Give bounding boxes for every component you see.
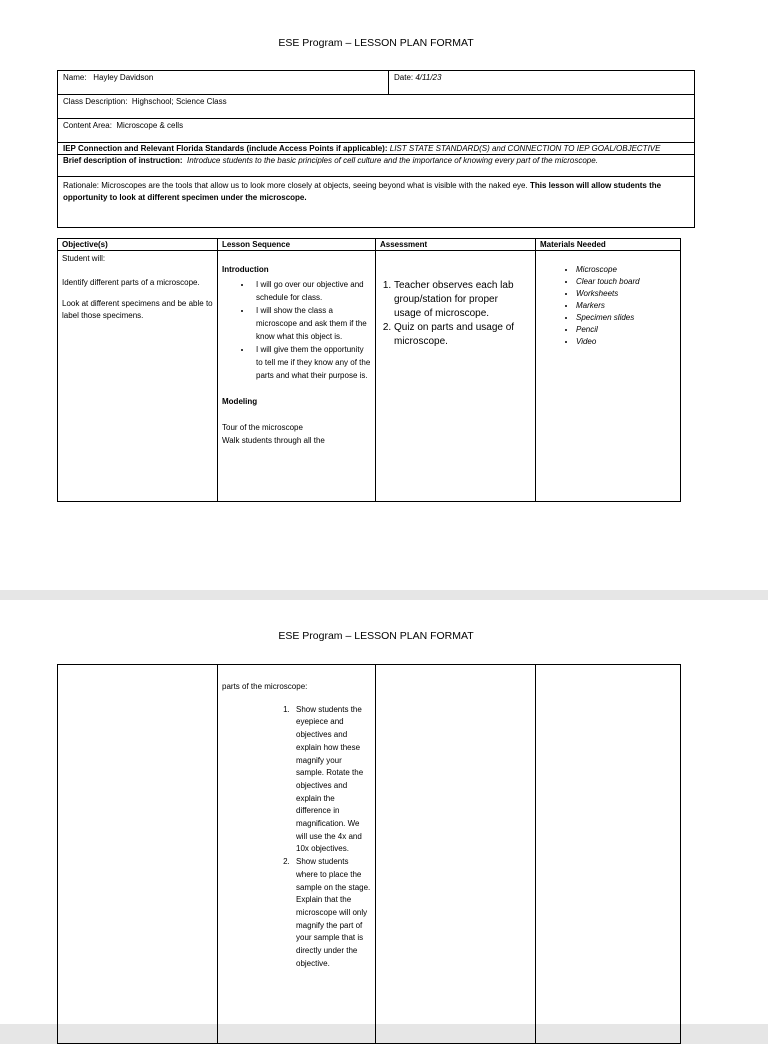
list-item: • Clear touch board xyxy=(576,276,676,288)
modeling-line: Tour of the microscope xyxy=(222,423,303,432)
list-item: 2. Quiz on parts and usage of microscope. xyxy=(394,321,525,349)
iep-row xyxy=(58,143,694,155)
list-item: • Specimen slides xyxy=(576,312,676,324)
rationale-value: Microscopes are the tools that allow us to look more closely at objects, seeing beyond what is visible with the naked eye. xyxy=(101,181,528,190)
list-item: • Markers xyxy=(576,300,676,312)
rationale-bold: This lesson will allow students the opportunity to look at different specimen under the microscope. xyxy=(63,181,662,202)
iep-value: LIST STATE STANDARD(S) and CONNECTION TO IEP GOAL/OBJECTIVE xyxy=(389,144,661,153)
header-materials: Materials Needed xyxy=(536,239,681,251)
lesson-plan-table xyxy=(57,238,681,502)
introduction-heading: Introduction xyxy=(222,265,269,274)
brief-label: Brief description of instruction: xyxy=(63,156,183,165)
list-item: 1. Show students the eyepiece and objectives and explain how these magnify your sample. Rotate the objectives and explain the difference in magnification. We will use the 4x and 10x objectives. xyxy=(292,704,371,856)
header-assessment: Assessment xyxy=(376,239,536,251)
objective-item: Look at different specimens and be able to label those specimens. xyxy=(62,299,213,320)
document-page-2 xyxy=(0,600,768,1024)
class-description-row xyxy=(58,95,694,119)
lesson-sequence-cell xyxy=(218,251,376,502)
name-value: Hayley Davidson xyxy=(93,73,154,82)
content-area-row xyxy=(58,119,694,143)
date-cell xyxy=(389,71,446,94)
class-label: Class Description: xyxy=(63,97,128,106)
modeling-line: Walk students through all the xyxy=(222,436,325,445)
assessment-list xyxy=(380,279,525,349)
introduction-list xyxy=(222,278,371,382)
list-item: • I will show the class a microscope and ask them if the know what this object is. xyxy=(252,304,371,343)
table-body-row xyxy=(58,251,681,502)
steps-list xyxy=(222,704,371,971)
list-item: 2. Show students where to place the sample on the stage. Explain that the microscope will only magnify the part of your sample that is directly under the objective. xyxy=(292,856,371,970)
lesson-info-table xyxy=(57,70,695,228)
list-item: • Worksheets xyxy=(576,288,676,300)
objective-intro: Student will: xyxy=(62,254,106,263)
rationale-row xyxy=(58,177,694,227)
modeling-heading: Modeling xyxy=(222,397,258,406)
class-value: Highschool; Science Class xyxy=(131,97,227,106)
objective-item: Identify different parts of a microscope. xyxy=(62,278,200,287)
table-body-row xyxy=(58,665,681,1044)
brief-description-row xyxy=(58,155,694,177)
table-header-row xyxy=(58,239,681,251)
iep-label: IEP Connection and Relevant Florida Standards (include Access Points if applicable): xyxy=(63,144,388,153)
lesson-sequence-cell xyxy=(218,665,376,1044)
materials-cell xyxy=(536,251,681,502)
name-date-row xyxy=(58,71,694,95)
lesson-plan-table-continued xyxy=(57,664,681,1044)
sequence-intro: parts of the microscope: xyxy=(222,682,308,691)
assessment-cell xyxy=(376,251,536,502)
list-item: • Pencil xyxy=(576,324,676,336)
materials-cell xyxy=(536,665,681,1044)
brief-value: Introduce students to the basic principles of cell culture and the importance of knowing every part of the microscope. xyxy=(187,156,598,165)
materials-list xyxy=(540,264,676,348)
list-item: • Video xyxy=(576,336,676,348)
list-item: • Microscope xyxy=(576,264,676,276)
header-objectives: Objective(s) xyxy=(58,239,218,251)
date-label: Date: xyxy=(394,73,414,82)
header-lesson-sequence: Lesson Sequence xyxy=(218,239,376,251)
list-item: 1. Teacher observes each lab group/station for proper usage of microscope. xyxy=(394,279,525,321)
content-label: Content Area: xyxy=(63,121,112,130)
list-item: • I will give them the opportunity to tell me if they know any of the parts and what their purpose is. xyxy=(252,343,371,382)
content-value: Microscope & cells xyxy=(116,121,184,130)
objectives-cell xyxy=(58,251,218,502)
rationale-label: Rationale: xyxy=(63,181,100,190)
objectives-cell xyxy=(58,665,218,1044)
name-label: Name: xyxy=(63,73,87,82)
list-item: • I will go over our objective and schedule for class. xyxy=(252,278,371,304)
page-title: ESE Program – LESSON PLAN FORMAT xyxy=(278,630,474,642)
name-cell xyxy=(58,71,389,94)
assessment-cell xyxy=(376,665,536,1044)
page-title: ESE Program – LESSON PLAN FORMAT xyxy=(278,37,474,49)
date-value: 4/11/23 xyxy=(415,73,442,82)
